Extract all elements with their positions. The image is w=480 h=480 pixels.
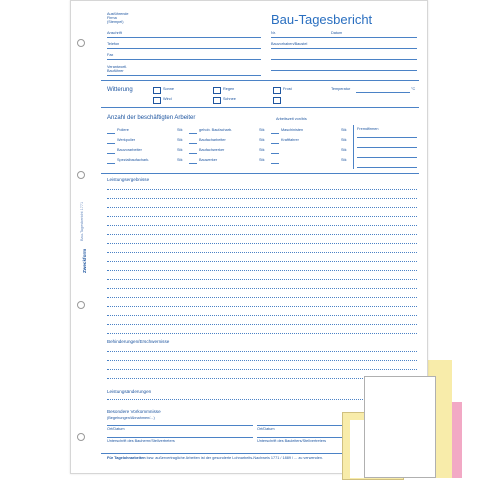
writing-line[interactable]: [107, 252, 417, 253]
worker-label: Bauwerker: [199, 158, 218, 162]
worker-count-line[interactable]: [107, 153, 115, 154]
worker-label: gehob. Baufacharb.: [199, 128, 233, 132]
worker-label: Maschinisten: [281, 128, 304, 132]
behinderungen-heading: Behinderungen/Erschwernisse: [107, 339, 170, 344]
extra-checkbox[interactable]: [273, 97, 281, 104]
bauvorhaben-line-3[interactable]: [271, 70, 417, 71]
worker-count-line[interactable]: [107, 163, 115, 164]
worker-count-line[interactable]: [107, 143, 115, 144]
telefon-label: Telefon: [107, 42, 120, 46]
writing-line[interactable]: [107, 351, 417, 352]
schnee-label: Schnee: [223, 97, 236, 101]
worker-unit: Stk: [177, 128, 183, 132]
besondere-subheading: (Begehungen/Abnahmen/...): [107, 416, 155, 420]
worker-unit: Stk: [259, 148, 265, 152]
leistungsergebnisse-heading: Leistungsergebnisse: [107, 177, 150, 182]
frost-checkbox[interactable]: [273, 87, 281, 94]
writing-line[interactable]: [107, 198, 417, 199]
regen-label: Regen: [223, 87, 235, 91]
bauvorhaben-label: Bauvorhaben/Baustel: [271, 42, 308, 46]
schnee-checkbox[interactable]: [213, 97, 221, 104]
leistungsaenderungen-heading: Leistungsänderungen: [107, 389, 152, 394]
punch-hole: [77, 171, 85, 179]
punch-hole: [77, 433, 85, 441]
writing-line[interactable]: [107, 234, 417, 235]
worker-unit: Stk: [341, 148, 347, 152]
worker-count-line[interactable]: [189, 133, 197, 134]
worker-count-line[interactable]: [271, 153, 279, 154]
arbeitszeit-label: Arbeitszeit von/bis: [276, 117, 307, 121]
wind-checkbox[interactable]: [153, 97, 161, 104]
footer-note-prefix: Für Tagelohnarbeiten: [107, 456, 146, 460]
worker-count-line[interactable]: [189, 143, 197, 144]
ort-datum-label-2: Ort/Datum: [257, 427, 275, 431]
punch-hole: [77, 39, 85, 47]
form-title: Bau-Tagesbericht: [271, 12, 373, 27]
signature-line[interactable]: [107, 425, 253, 426]
nr-label: Nr.: [271, 31, 276, 35]
datum-label: Datum: [331, 31, 343, 35]
section-divider: [101, 80, 419, 81]
writing-line[interactable]: [107, 324, 417, 325]
section-divider: [101, 107, 419, 108]
brand-logo: Zweckform: [82, 248, 87, 273]
worker-label: Spezialbaufachark.: [117, 158, 150, 162]
sonne-checkbox[interactable]: [153, 87, 161, 94]
punch-hole: [77, 301, 85, 309]
form-number-side-text: Bau-Tagesbericht 1771: [80, 201, 84, 241]
writing-line[interactable]: [107, 369, 417, 370]
frost-label: Frost: [283, 87, 292, 91]
worker-count-line[interactable]: [189, 153, 197, 154]
section-divider: [101, 173, 419, 174]
bauvorhaben-line-2[interactable]: [271, 59, 417, 60]
writing-line[interactable]: [107, 189, 417, 190]
signature-line[interactable]: [107, 437, 253, 438]
firma-label: Ausführende Firma (Stempel): [107, 12, 129, 24]
sonne-label: Sonne: [163, 87, 174, 91]
writing-line[interactable]: [107, 270, 417, 271]
fremdfirmen-divider: [353, 125, 354, 169]
writing-line[interactable]: [107, 288, 417, 289]
arbeiter-heading: Anzahl der beschäftigten Arbeiter: [107, 115, 196, 121]
unterschrift-bauleiter-label: Unterschrift des Bauleiters/Stellvertreters: [257, 439, 327, 443]
worker-unit: Stk: [259, 138, 265, 142]
telefon-line[interactable]: [107, 48, 261, 49]
worker-unit: Stk: [341, 128, 347, 132]
bauleiter-line[interactable]: [107, 75, 261, 76]
worker-unit: Stk: [177, 138, 183, 142]
fremdfirmen-label: Fremdfirmen: [357, 127, 379, 131]
worker-label: Werkpolier: [117, 138, 136, 142]
writing-line[interactable]: [107, 306, 417, 307]
temperatur-label: Temperatur: [331, 87, 351, 91]
worker-label: Poliere: [117, 128, 129, 132]
writing-line[interactable]: [107, 297, 417, 298]
worker-count-line[interactable]: [271, 163, 279, 164]
worker-unit: Stk: [177, 148, 183, 152]
fax-line[interactable]: [107, 59, 261, 60]
worker-count-line[interactable]: [107, 133, 115, 134]
writing-line[interactable]: [107, 207, 417, 208]
witterung-heading: Witterung: [107, 87, 133, 93]
worker-count-line[interactable]: [271, 143, 279, 144]
bauvorhaben-line[interactable]: [271, 48, 417, 49]
worker-unit: Stk: [341, 158, 347, 162]
temperatur-line[interactable]: [356, 92, 410, 93]
worker-unit: Stk: [177, 158, 183, 162]
writing-line[interactable]: [107, 315, 417, 316]
fremdfirmen-line[interactable]: [357, 147, 417, 148]
wind-label: Wind: [163, 97, 172, 101]
worker-unit: Stk: [259, 128, 265, 132]
worker-label: Baufacharbeiter: [199, 138, 226, 142]
fremdfirmen-line[interactable]: [357, 157, 417, 158]
writing-line[interactable]: [107, 333, 417, 334]
unterschrift-bauherr-label: Unterschrift des Bauherrn/Stellvertreters: [107, 439, 175, 443]
worker-label: Baufachwerker: [199, 148, 225, 152]
footer-note-text: bzw. außervertragliche Arbeiten ist der gesonderte Lohnarbeits-Nachweis 1771 / 1889 / ... zu verwenden.: [146, 456, 324, 460]
writing-line[interactable]: [107, 261, 417, 262]
worker-label: Kraftfahrer: [281, 138, 299, 142]
footer-note: [107, 457, 323, 461]
writing-line[interactable]: [107, 216, 417, 217]
fremdfirmen-line[interactable]: [357, 137, 417, 138]
nr-datum-line[interactable]: [271, 37, 417, 38]
writing-line[interactable]: [107, 279, 417, 280]
writing-line[interactable]: [107, 243, 417, 244]
worker-unit: Stk: [341, 138, 347, 142]
anschrift-line[interactable]: [107, 37, 261, 38]
fax-label: Fax: [107, 53, 114, 57]
besondere-heading: Besondere Vorkommnisse: [107, 409, 161, 414]
writing-line[interactable]: [107, 360, 417, 361]
bauleiter-label: Verantwortl. Bauführer: [107, 65, 128, 73]
worker-label: Bauvorarbeiter: [117, 148, 142, 152]
worker-count-line[interactable]: [189, 163, 197, 164]
white-copy-sheet: [364, 376, 436, 478]
fremdfirmen-line[interactable]: [357, 167, 417, 168]
anschrift-label: Anschrift: [107, 31, 122, 35]
ort-datum-label-1: Ort/Datum: [107, 427, 125, 431]
worker-count-line[interactable]: [271, 133, 279, 134]
regen-checkbox[interactable]: [213, 87, 221, 94]
temperatur-unit: °C: [411, 87, 416, 91]
worker-unit: Stk: [259, 158, 265, 162]
writing-line[interactable]: [107, 225, 417, 226]
